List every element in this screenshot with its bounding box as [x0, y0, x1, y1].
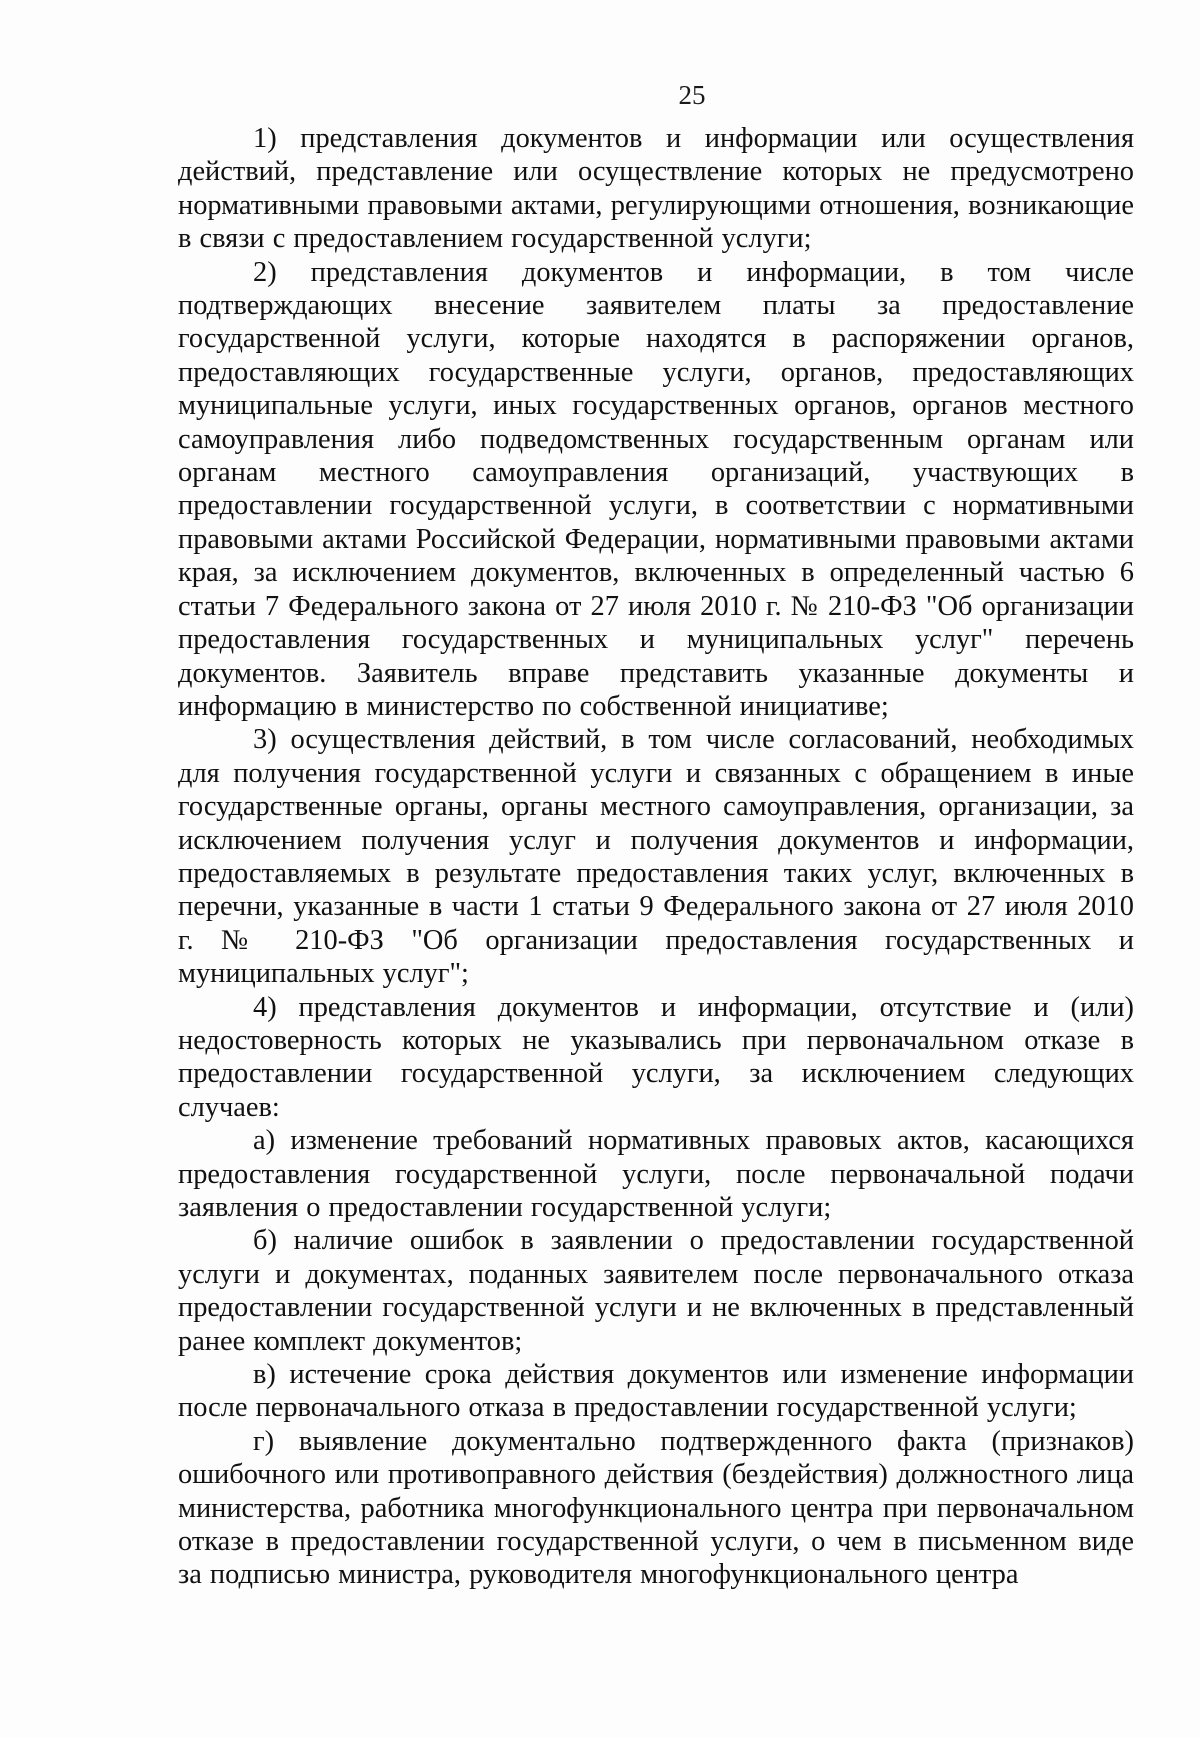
paragraph-item-4: 4) представления документов и информации, отсутствие и (или) недостоверность которых не указывались при первоначальном отказе в предоставлении государственной услуги, за исключением следующих случаев:	[178, 991, 1134, 1123]
paragraph-subitem-a: а) изменение требований нормативных правовых актов, касающихся предоставления государственной услуги, после первоначальной подачи заявления о предоставлении государственной услуги;	[178, 1125, 1134, 1223]
page-number: 25	[678, 80, 706, 110]
paragraph-item-1: 1) представления документов и информации или осуществления действий, представление или осуществление которых не предусмотрено нормативными правовыми актами, регулирующими отношения, возникающие в связи с предоставлением государственной услуги;	[178, 123, 1134, 255]
document-body	[178, 122, 1134, 1592]
paragraph-item-3: 3) осуществления действий, в том числе согласований, необходимых для получения государственной услуги и связанных с обращением в иные государственные органы, органы местного самоуправления, организации, за исключением получения услуг и получения документов и информации, предоставляемых в результате предоставления таких услуг, включенных в перечни, указанные в части 1 статьи 9 Федерального закона от 27 июля 2010 г. № 210-ФЗ "Об организации предоставления государственных и муниципальных услуг";	[178, 724, 1134, 990]
paragraph-subitem-g: г) выявление документально подтвержденного факта (признаков) ошибочного или противоправного действия (бездействия) должностного лица министерства, работника многофункционального центра при первоначальном отказе в предоставлении государственной услуги, о чем в письменном виде за подписью министра, руководителя многофункционального центра	[178, 1425, 1134, 1591]
paragraph-subitem-b: б) наличие ошибок в заявлении о предоставлении государственной услуги и документах, поданных заявителем после первоначального отказа предоставлении государственной услуги и не включенных в представленный ранее комплект документов;	[178, 1225, 1134, 1357]
paragraph-item-2: 2) представления документов и информации, в том числе подтверждающих внесение заявителем платы за предоставление государственной услуги, которые находятся в распоряжении органов, предоставляющих государственные услуги, органов, предоставляющих муниципальные услуги, иных государственных органов, органов местного самоуправления либо подведомственных государственным органам или органам местного самоуправления организаций, участвующих в предоставлении государственной услуги, в соответствии с нормативными правовыми актами Российской Федерации, нормативными правовыми актами края, за исключением документов, включенных в определенный частью 6 статьи 7 Федерального закона от 27 июля 2010 г. № 210-ФЗ "Об организации предоставления государственных и муниципальных услуг" перечень документов. Заявитель вправе представить указанные документы и информацию в министерство по собственной инициативе;	[178, 256, 1134, 722]
paragraph-subitem-v: в) истечение срока действия документов или изменение информации после первоначального отказа в предоставлении государственной услуги;	[178, 1359, 1134, 1424]
